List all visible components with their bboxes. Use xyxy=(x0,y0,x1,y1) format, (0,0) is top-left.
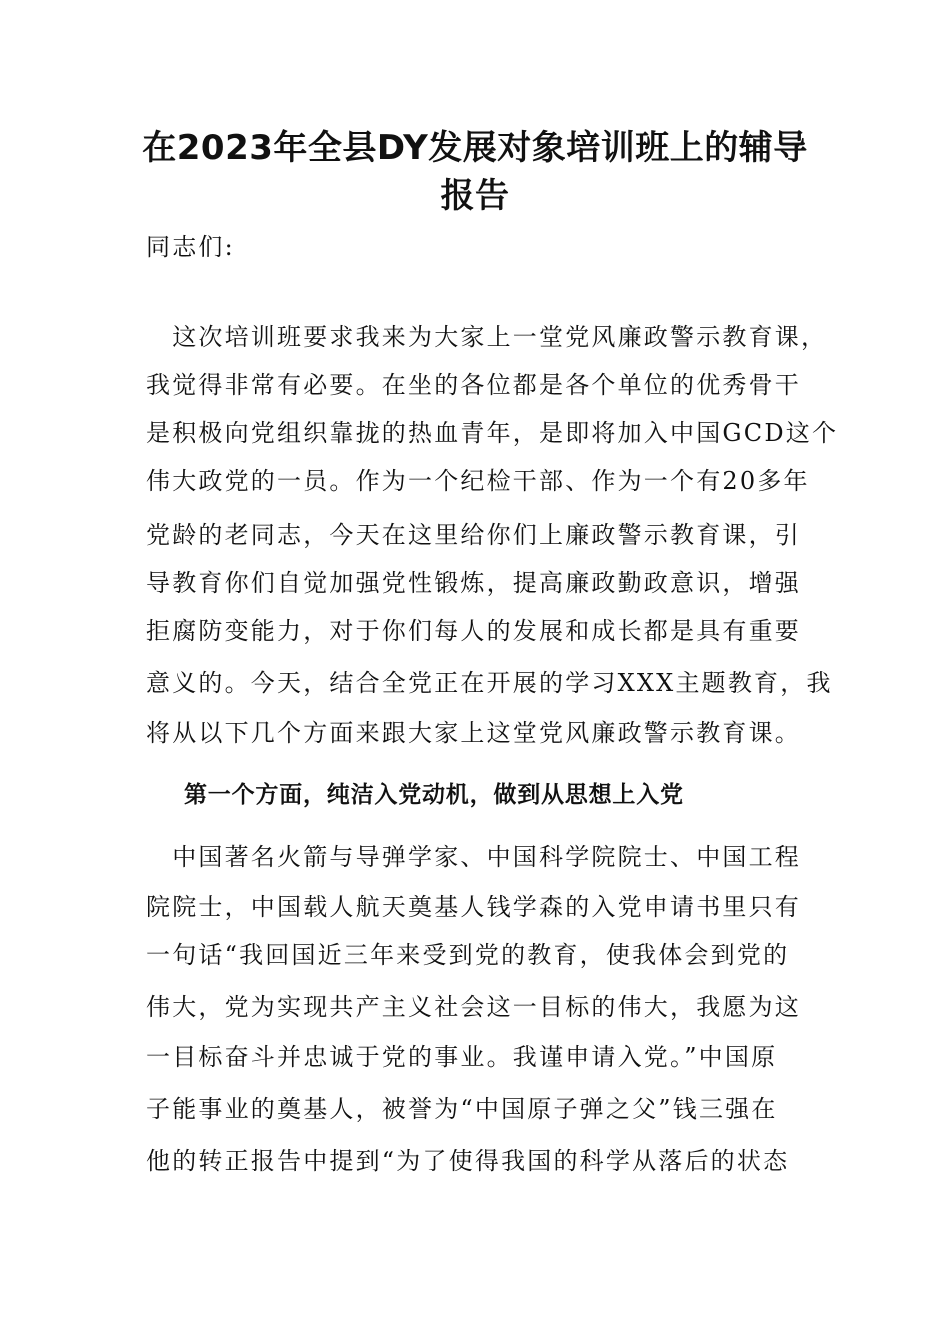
paragraph-line: 导教育你们自觉加强党性锻炼，提高廉政勤政意识，增强 xyxy=(146,569,801,597)
paragraph-line: 将从以下几个方面来跟大家上这堂党风廉政警示教育课。 xyxy=(146,719,801,747)
title-line: 报告 xyxy=(440,176,510,216)
title-line: 在2023年全县DY发展对象培训班上的辅导 xyxy=(142,128,808,168)
paragraph-line: 党龄的老同志，今天在这里给你们上廉政警示教育课，引 xyxy=(146,521,801,549)
paragraph-line: 子能事业的奠基人，被誉为“中国原子弹之父”钱三强在 xyxy=(146,1095,778,1123)
paragraph-line: 院院士，中国载人航天奠基人钱学森的入党申请书里只有 xyxy=(146,893,801,921)
paragraph-line: 是积极向党组织靠拢的热血青年，是即将加入中国GCD这个 xyxy=(146,419,839,447)
paragraph-line: 一目标奋斗并忠诚于党的事业。我谨申请入党。”中国原 xyxy=(146,1043,778,1071)
paragraph-line: 拒腐防变能力，对于你们每人的发展和成长都是具有重要 xyxy=(146,617,801,645)
paragraph-line: 我觉得非常有必要。在坐的各位都是各个单位的优秀骨干 xyxy=(146,371,801,399)
paragraph-line: 这次培训班要求我来为大家上一堂党风廉政警示教育课， xyxy=(146,323,828,351)
paragraph-line: 伟大政党的一员。作为一个纪检干部、作为一个有20多年 xyxy=(146,467,810,495)
paragraph-line: 意义的。今天，结合全党正在开展的学习XXX主题教育，我 xyxy=(146,669,833,697)
section-heading: 第一个方面，纯洁入党动机，做到从思想上入党 xyxy=(184,782,684,808)
paragraph-line: 他的转正报告中提到“为了使得我国的科学从落后的状态 xyxy=(146,1147,790,1175)
document-title xyxy=(120,124,830,220)
paragraph-line: 伟大，党为实现共产主义社会这一目标的伟大，我愿为这 xyxy=(146,993,801,1021)
paragraph-line: 中国著名火箭与导弹学家、中国科学院院士、中国工程 xyxy=(146,843,801,871)
paragraph-line: 一句话“我回国近三年来受到党的教育，使我体会到党的 xyxy=(146,941,790,969)
salutation: 同志们: xyxy=(146,233,235,261)
